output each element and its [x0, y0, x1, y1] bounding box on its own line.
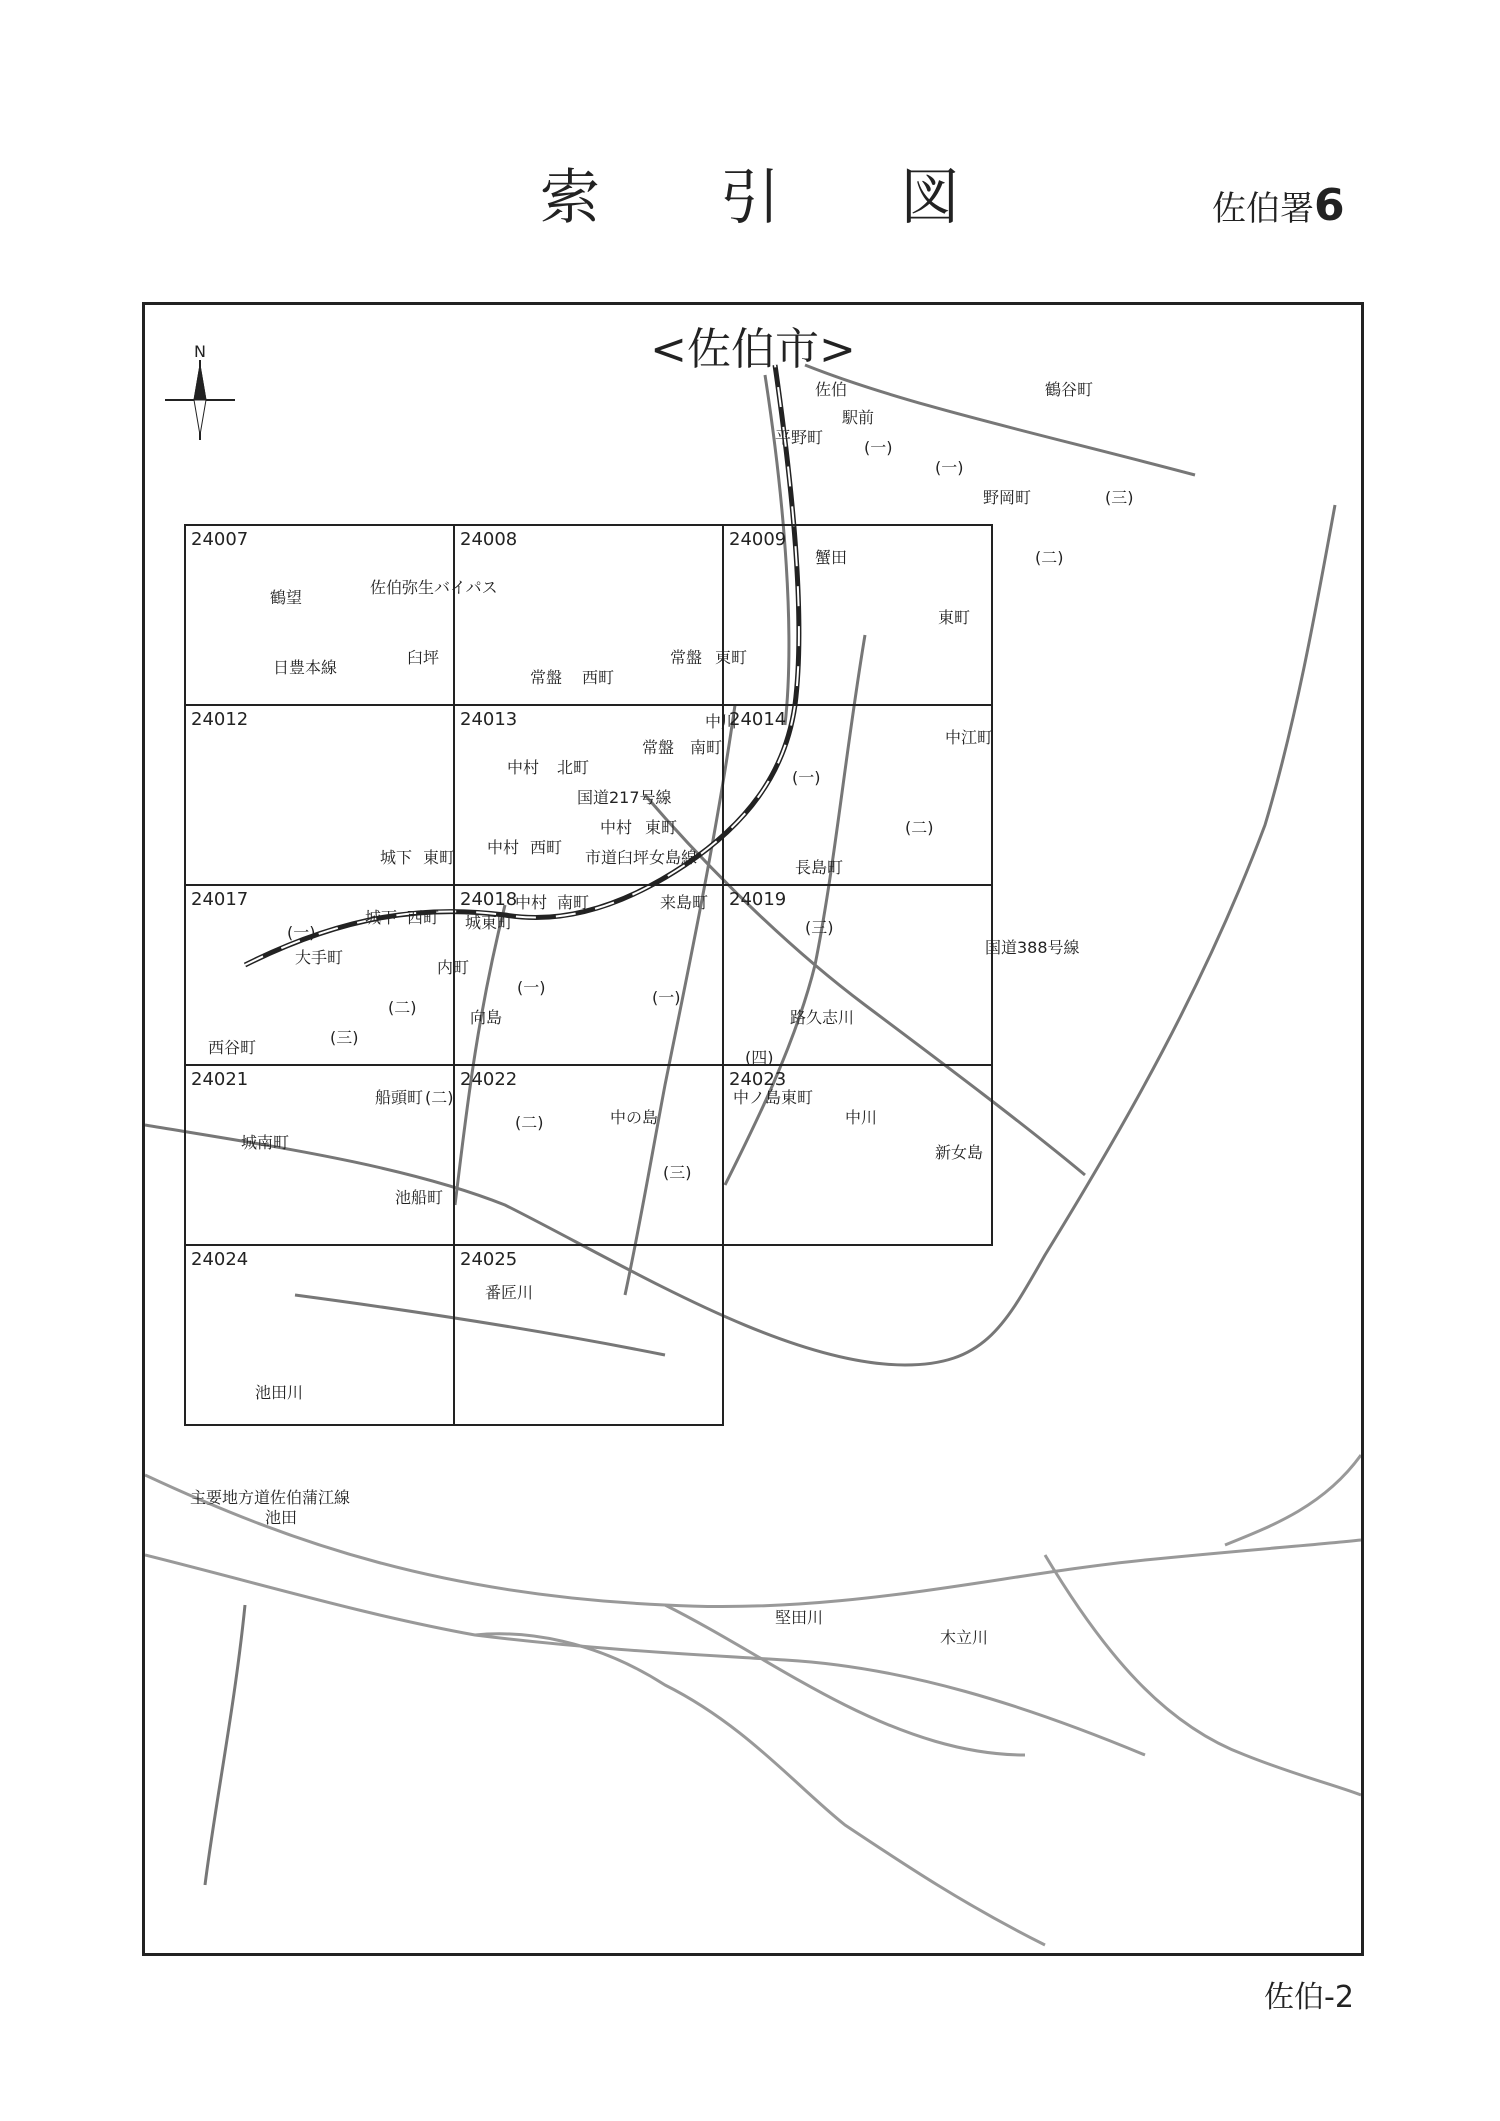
place-label: 大手町 [295, 948, 344, 967]
place-label: 常盤 [670, 648, 703, 667]
place-label: 木立川 [940, 1628, 989, 1647]
place-label: 長島町 [795, 858, 844, 877]
place-label: 国道388号線 [985, 938, 1080, 957]
page-title-char-2: 引 [720, 163, 780, 233]
place-label: 東町 [715, 648, 748, 667]
place-label: (一) [864, 438, 893, 457]
place-label: 中川 [845, 1108, 878, 1127]
sheet-cell[interactable] [454, 1065, 723, 1245]
place-label: 中の島 [610, 1108, 659, 1127]
page-number: 佐伯-2 [1264, 1980, 1354, 2015]
place-label: 東町 [423, 848, 456, 867]
page-title-char-1: 索 [540, 163, 600, 233]
place-label: 池船町 [395, 1188, 444, 1207]
place-label: 中村 [507, 758, 540, 777]
place-label: (四) [745, 1048, 774, 1067]
place-label: 新女島 [935, 1143, 984, 1162]
place-label: 常盤 [530, 668, 563, 687]
sheet-number: 24024 [191, 1249, 249, 1270]
sheet-cell[interactable] [185, 1245, 454, 1425]
place-label: 向島 [470, 1008, 503, 1027]
place-label: (二) [905, 818, 934, 837]
place-label: 中江町 [945, 728, 994, 747]
place-label: 西町 [582, 668, 615, 687]
station-name: 佐伯署 [1212, 189, 1314, 229]
place-label: 野岡町 [983, 488, 1032, 507]
place-label: 路久志川 [790, 1008, 855, 1027]
page-title-char-3: 図 [900, 163, 960, 233]
map-frame [142, 302, 1364, 1956]
place-label: 平野町 [775, 428, 824, 447]
place-label: 中川 [705, 712, 738, 731]
place-label: 佐伯 [815, 380, 848, 399]
sheet-number: 24019 [729, 889, 787, 910]
place-label: 佐伯弥生バイパス [370, 578, 498, 597]
sheet-number: 24021 [191, 1069, 249, 1090]
place-label: (二) [1035, 548, 1064, 567]
river-banks [145, 1455, 1361, 1945]
place-label: 蟹田 [815, 548, 848, 567]
place-label: 堅田川 [775, 1608, 824, 1627]
sheet-number: 24023 [729, 1069, 787, 1090]
place-label: 池田 [265, 1508, 298, 1527]
place-label: (一) [935, 458, 964, 477]
place-label: 日豊本線 [273, 658, 338, 677]
place-label: 城東町 [465, 913, 514, 932]
place-label: 西町 [407, 908, 440, 927]
place-label: 北町 [557, 758, 590, 777]
sheet-number: 24014 [729, 709, 787, 730]
place-label: 国道217号線 [577, 788, 672, 807]
place-label: 東町 [645, 818, 678, 837]
place-label: 来島町 [660, 893, 709, 912]
place-label: (三) [1105, 488, 1134, 507]
place-label: 東町 [938, 608, 971, 627]
place-label: 中村 [487, 838, 520, 857]
place-label: (一) [652, 988, 681, 1007]
sheet-number: 24018 [460, 889, 518, 910]
place-label: (二) [515, 1113, 544, 1132]
place-label: 駅前 [842, 408, 875, 427]
sheet-number: 24022 [460, 1069, 518, 1090]
place-label: (二) [388, 998, 417, 1017]
place-label: 鶴谷町 [1045, 380, 1094, 399]
place-label: (三) [805, 918, 834, 937]
sheet-number: 24008 [460, 529, 518, 550]
sheet-number: 24013 [460, 709, 518, 730]
place-label: (二) [425, 1088, 454, 1107]
place-label: (一) [792, 768, 821, 787]
place-label: 常盤 [642, 738, 675, 757]
station-number: 6 [1314, 180, 1345, 231]
place-label: 池田川 [255, 1383, 304, 1402]
place-label: 中村 [600, 818, 633, 837]
sheet-cell[interactable] [723, 885, 992, 1065]
sheet-cell[interactable] [454, 1245, 723, 1425]
sheet-cell[interactable] [185, 525, 454, 705]
place-label: 船頭町 [375, 1088, 424, 1107]
index-map[interactable] [145, 305, 1361, 1953]
sheet-number: 24012 [191, 709, 249, 730]
place-label: (一) [517, 978, 546, 997]
place-label: 市道臼坪女島線 [585, 848, 698, 867]
place-label: 中ノ島東町 [733, 1088, 814, 1107]
place-label: 主要地方道佐伯蒲江線 [190, 1488, 351, 1507]
place-label: (一) [287, 923, 316, 942]
place-label: 南町 [557, 893, 590, 912]
north-label: N [194, 342, 206, 361]
place-label: 南町 [690, 738, 723, 757]
city-title: <佐伯市> [650, 324, 856, 375]
sheet-number: 24017 [191, 889, 249, 910]
place-label: 西谷町 [208, 1038, 257, 1057]
place-label: 番匠川 [485, 1283, 534, 1302]
place-label: 中村 [515, 893, 548, 912]
place-label: (三) [663, 1163, 692, 1182]
sheet-number: 24009 [729, 529, 787, 550]
place-label: 城下 [365, 908, 398, 927]
sheet-number: 24025 [460, 1249, 518, 1270]
sheet-number: 24007 [191, 529, 249, 550]
sheet-cell[interactable] [185, 705, 454, 885]
station-label [1212, 180, 1345, 231]
place-label: 西町 [530, 838, 563, 857]
place-label: 城南町 [241, 1133, 290, 1152]
place-label: 城下 [380, 848, 413, 867]
place-label: 臼坪 [407, 648, 440, 667]
place-label: 鶴望 [270, 588, 303, 607]
place-label: 内町 [437, 958, 470, 977]
place-label: (三) [330, 1028, 359, 1047]
